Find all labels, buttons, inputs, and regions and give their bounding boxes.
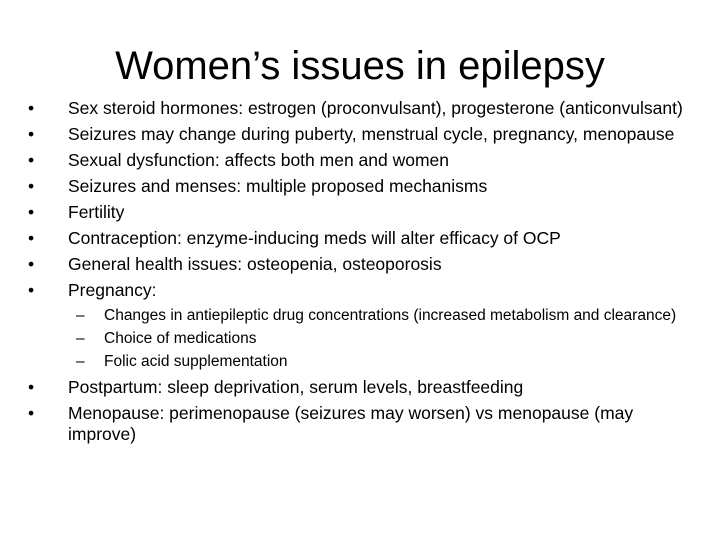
bullet-item	[28, 98, 700, 119]
bullet-text: Pregnancy:	[68, 280, 157, 300]
bullet-text: General health issues: osteopenia, osteoporosis	[68, 254, 442, 274]
bullet-item	[28, 202, 700, 223]
slide-title: Women’s issues in epilepsy	[115, 44, 605, 88]
bullet-text: Contraception: enzyme-inducing meds will alter efficacy of OCP	[68, 228, 561, 248]
bullet-item	[28, 150, 700, 171]
bullet-text: Seizures and menses: multiple proposed mechanisms	[68, 176, 488, 196]
bullet-icon: •	[28, 228, 35, 248]
bullet-icon: •	[28, 124, 35, 144]
sub-bullet-text: Folic acid supplementation	[104, 353, 288, 370]
bullet-icon: •	[28, 98, 35, 118]
sub-bullet-item	[28, 330, 700, 348]
bullet-icon: •	[28, 254, 35, 274]
bullet-list-after	[28, 377, 700, 445]
slide-body	[28, 98, 700, 450]
sub-bullet-item	[28, 353, 700, 371]
bullet-icon: •	[28, 176, 35, 196]
bullet-text: Sexual dysfunction: affects both men and women	[68, 150, 450, 170]
dash-icon: –	[76, 330, 85, 347]
bullet-text: Menopause: perimenopause (seizures may worsen) vs menopause (may improve)	[68, 403, 634, 444]
sub-bullet-item	[28, 307, 700, 325]
pregnancy-sublist	[28, 307, 700, 371]
bullet-icon: •	[28, 280, 35, 300]
bullet-item	[28, 377, 700, 398]
bullet-icon: •	[28, 403, 35, 423]
bullet-item	[28, 124, 700, 145]
bullet-item	[28, 176, 700, 197]
sub-bullet-text: Choice of medications	[104, 330, 257, 347]
bullet-text: Postpartum: sleep deprivation, serum levels, breastfeeding	[68, 377, 524, 397]
bullet-item	[28, 403, 700, 445]
bullet-item	[28, 228, 700, 249]
bullet-list	[28, 98, 700, 301]
bullet-icon: •	[28, 150, 35, 170]
bullet-icon: •	[28, 377, 35, 397]
dash-icon: –	[76, 353, 85, 370]
bullet-icon: •	[28, 202, 35, 222]
bullet-item-pregnancy	[28, 280, 700, 301]
sub-bullet-text: Changes in antiepileptic drug concentrations (increased metabolism and clearance)	[104, 307, 677, 324]
bullet-text: Fertility	[68, 202, 125, 222]
bullet-item	[28, 254, 700, 275]
dash-icon: –	[76, 307, 85, 324]
bullet-text: Seizures may change during puberty, menstrual cycle, pregnancy, menopause	[68, 124, 675, 144]
bullet-text: Sex steroid hormones: estrogen (proconvulsant), progesterone (anticonvulsant)	[68, 98, 683, 118]
